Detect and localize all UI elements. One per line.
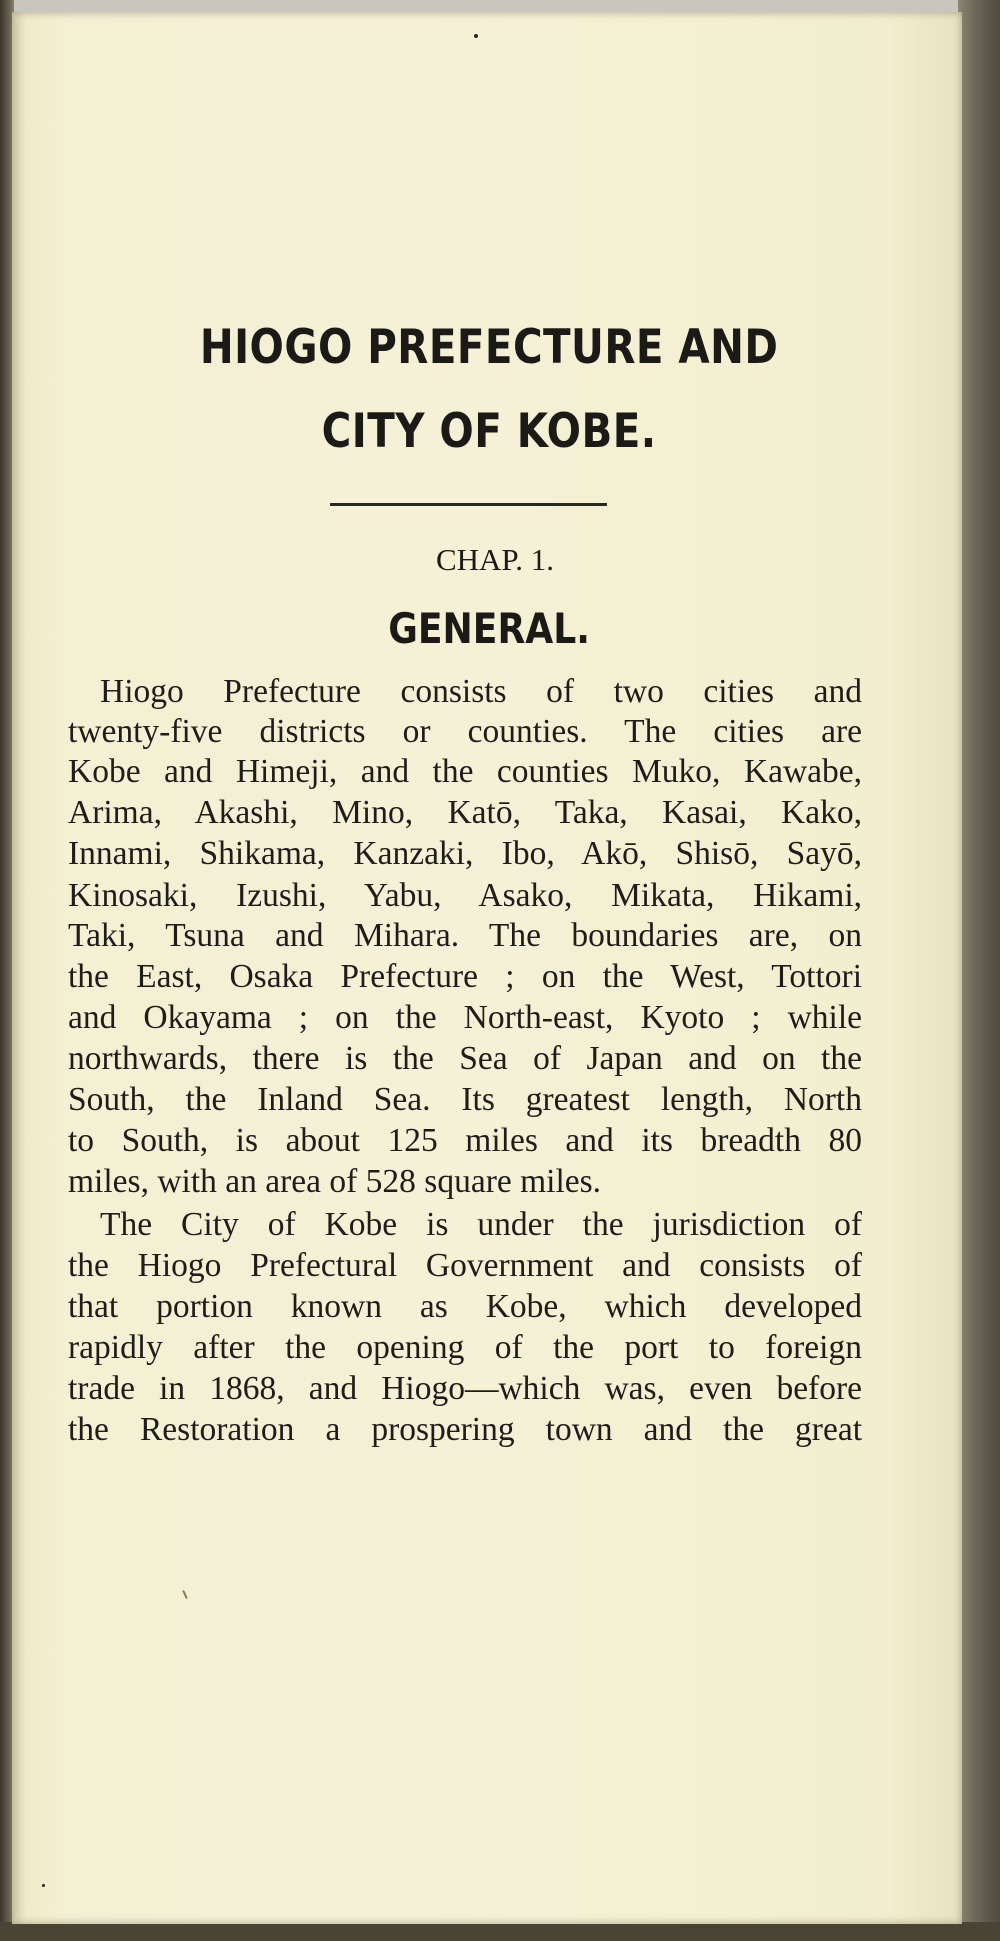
ink-speck xyxy=(474,34,478,38)
body-line: to South, is about 125 miles and its breadth 80 xyxy=(68,1122,862,1159)
page-title-line-1: HIOGO PREFECTURE AND xyxy=(199,320,779,375)
body-line: and Okayama ; on the North-east, Kyoto ; while xyxy=(68,999,862,1036)
paper-mark xyxy=(182,1590,188,1599)
body-line: northwards, there is the Sea of Japan and on the xyxy=(68,1040,862,1077)
body-line: trade in 1868, and Hiogo—which was, even before xyxy=(68,1370,862,1407)
body-line: Kobe and Himeji, and the counties Muko, Kawabe, xyxy=(68,753,862,790)
body-line: the Hiogo Prefectural Government and consists of xyxy=(68,1247,862,1284)
ink-speck xyxy=(42,1884,45,1887)
body-line: rapidly after the opening of the port to foreign xyxy=(68,1329,862,1366)
page-stack-edge xyxy=(958,0,1000,1941)
chapter-label: CHAP. 1. xyxy=(435,542,554,577)
body-line: Innami, Shikama, Kanzaki, Ibo, Akō, Shisō, Sayō, xyxy=(68,835,862,872)
book-page xyxy=(12,12,962,1924)
body-line: Arima, Akashi, Mino, Katō, Taka, Kasai, Kako, xyxy=(68,794,862,831)
page-bottom-edge xyxy=(0,1922,1000,1941)
body-line: the East, Osaka Prefecture ; on the West, Tottori xyxy=(68,958,862,995)
title-divider xyxy=(330,503,607,506)
body-line: twenty-five districts or counties. The cities are xyxy=(68,713,862,750)
body-line: South, the Inland Sea. Its greatest length, North xyxy=(68,1081,862,1118)
body-line: Taki, Tsuna and Mihara. The boundaries are, on xyxy=(68,917,862,954)
section-heading: GENERAL. xyxy=(388,604,590,653)
body-line: that portion known as Kobe, which developed xyxy=(68,1288,862,1325)
page-title-line-2: CITY OF KOBE. xyxy=(321,404,657,459)
body-line: The City of Kobe is under the jurisdiction of xyxy=(100,1206,862,1243)
body-line: Hiogo Prefecture consists of two cities and xyxy=(100,673,862,710)
body-line: the Restoration a prospering town and the great xyxy=(68,1411,862,1448)
body-line: Kinosaki, Izushi, Yabu, Asako, Mikata, Hikami, xyxy=(68,877,862,914)
body-line: miles, with an area of 528 square miles. xyxy=(68,1163,602,1200)
